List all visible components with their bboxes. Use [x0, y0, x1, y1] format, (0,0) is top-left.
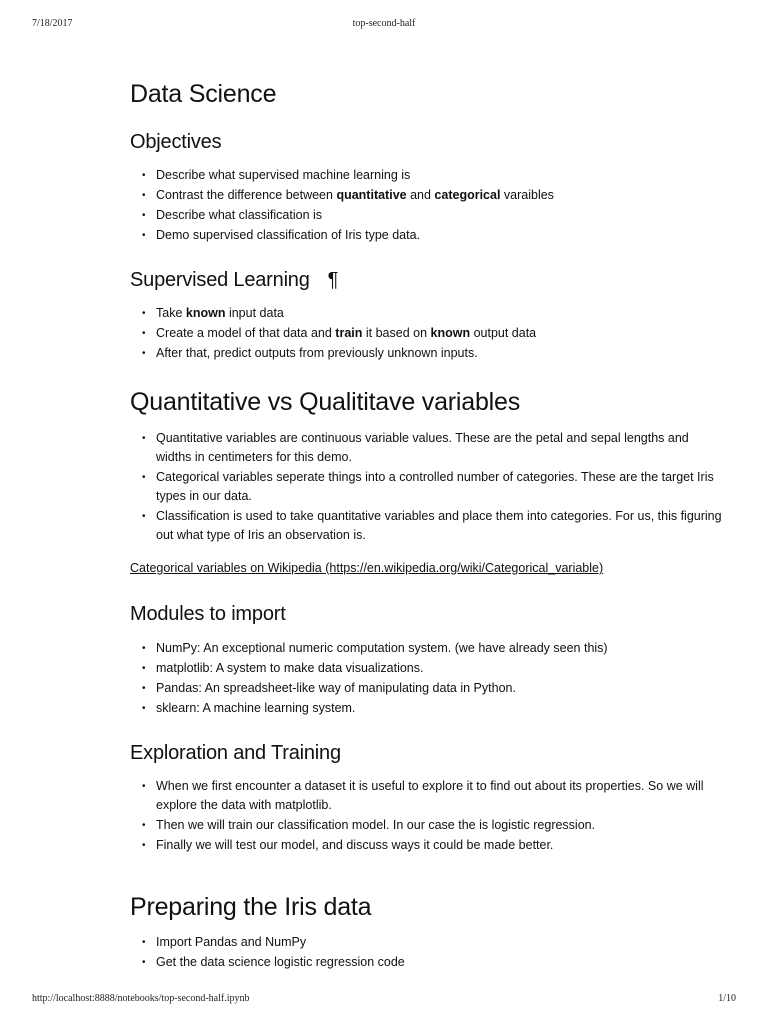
objectives-list	[130, 166, 554, 246]
notebook-content	[130, 76, 722, 969]
print-footer	[32, 993, 736, 1007]
page-number: 1/10	[718, 993, 736, 1004]
list-item: • Describe what classification is	[156, 206, 554, 225]
modules-heading: Modules to import	[130, 603, 286, 625]
wikipedia-link[interactable]: Categorical variables on Wikipedia (https://en.wikipedia.org/wiki/Categorical_variable)	[130, 561, 604, 575]
supervised-learning-heading: Supervised Learning ¶	[130, 269, 339, 291]
exploration-list	[130, 777, 726, 856]
quantitative-heading: Quantitative vs Qualititave variables	[130, 388, 521, 416]
list-item: • Categorical variables seperate things into a controlled number of categories. These are the target Iris types in our data.	[156, 468, 726, 506]
list-item: • Take known input data	[156, 304, 536, 323]
print-date: 7/18/2017	[32, 18, 73, 29]
print-url: http://localhost:8888/notebooks/top-second-half.ipynb	[32, 993, 250, 1004]
list-item: • Create a model of that data and train it based on known output data	[156, 324, 536, 343]
quantitative-list	[130, 429, 726, 546]
page-title: Data Science	[130, 80, 277, 108]
list-item: • Pandas: An spreadsheet-like way of manipulating data in Python.	[156, 679, 608, 698]
anchor-link-icon[interactable]: ¶	[327, 269, 339, 291]
list-item: • Get the data science logistic regression code	[156, 953, 405, 972]
list-item: • Contrast the difference between quantitative and categorical varaibles	[156, 186, 554, 205]
list-item: • Quantitative variables are continuous variable values. These are the petal and sepal lengths and widths in centimeters for this demo.	[156, 429, 726, 467]
supervised-learning-list	[130, 304, 536, 364]
list-item: • Describe what supervised machine learning is	[156, 166, 554, 185]
print-header	[32, 18, 736, 32]
list-item: • sklearn: A machine learning system.	[156, 699, 608, 718]
list-item: • NumPy: An exceptional numeric computation system. (we have already seen this)	[156, 639, 608, 658]
print-title: top-second-half	[352, 18, 416, 29]
list-item: • Classification is used to take quantitative variables and place them into categories. For us, this figuring out what type of Iris an observation is.	[156, 507, 726, 545]
list-item: • When we first encounter a dataset it is useful to explore it to find out about its properties. So we will explore the data with matplotlib.	[156, 777, 726, 815]
iris-list	[130, 933, 405, 973]
modules-list	[130, 639, 608, 719]
list-item: • matplotlib: A system to make data visualizations.	[156, 659, 608, 678]
list-item: • Import Pandas and NumPy	[156, 933, 405, 952]
exploration-heading: Exploration and Training	[130, 742, 341, 764]
list-item: • Demo supervised classification of Iris type data.	[156, 226, 554, 245]
list-item: • Then we will train our classification model. In our case the is logistic regression.	[156, 816, 726, 835]
iris-heading: Preparing the Iris data	[130, 893, 372, 921]
list-item: • Finally we will test our model, and discuss ways it could be made better.	[156, 836, 726, 855]
objectives-heading: Objectives	[130, 131, 222, 153]
list-item: • After that, predict outputs from previously unknown inputs.	[156, 344, 536, 363]
